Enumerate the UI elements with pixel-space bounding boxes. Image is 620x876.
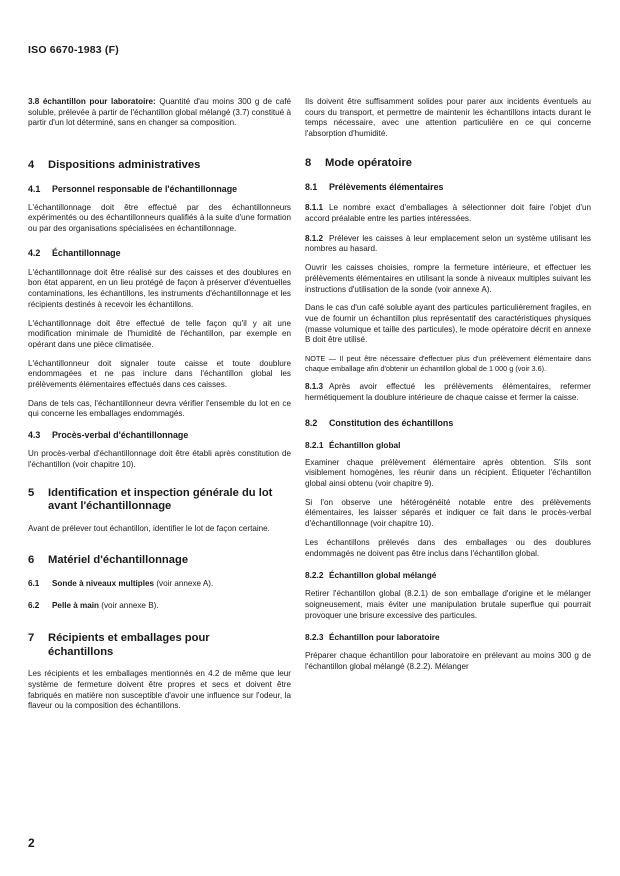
clause-number: 8.1.2	[305, 233, 324, 243]
clause-number: 8.1.1	[305, 203, 324, 213]
clause-term: Sonde à niveaux multiples	[52, 578, 155, 588]
paragraph: Examiner chaque prélèvement élémentaire après obtention. S'ils sont visiblement homogènes, les réunir dans un récipient. Étiqueter l'échantillon global ainsi obtenu (voir chapitre 9).	[305, 457, 591, 489]
clause-8-1-1	[305, 203, 591, 224]
section-number: 8	[305, 156, 312, 169]
paragraph: Ils doivent être suffisamment solides pour parer aux incidents éventuels au cours du transport, et permettre de maintenir les échantillons intacts durant le temps nécessaire, avec une attention particulière en ce qui concerne l'absorption d'humidité.	[305, 97, 591, 139]
paragraph: Avant de prélever tout échantillon, identifier le lot de façon certaine.	[28, 523, 270, 533]
document-id-header: ISO 6670-1983 (F)	[28, 44, 119, 56]
clause-text: Quantité d'au moins 300 g de café soluble, prélevée à partir de l'échantillon global mélangé (3.7) constitué à partir d'un lot déterminé, sans en changer sa composition.	[28, 97, 291, 128]
right-column	[305, 97, 591, 673]
section-title: Procès-verbal d'échantillonnage	[52, 430, 189, 441]
section-8-2-1-heading	[305, 440, 591, 451]
paragraph: Retirer l'échantillon global (8.2.1) de son emballage d'origine et le mélanger soigneusement, mais éviter une manipulation brutale superflue qui pourrait provoquer une brisure excessive des particules.	[305, 589, 591, 620]
section-4-heading	[28, 159, 291, 173]
section-title: Prélèvements élémentaires	[329, 182, 444, 193]
left-column	[28, 97, 291, 712]
section-number: 5	[28, 486, 35, 499]
section-number: 8.2	[305, 417, 318, 428]
section-title: Échantillon pour laboratoire	[329, 632, 440, 643]
paragraph: L'échantillonneur doit signaler toute caisse et toute doublure endommagées et ne pas inclure dans l'échantillon global les prélèvements élémentaires effectués dans ces caisses.	[28, 358, 291, 390]
section-6-heading	[28, 554, 291, 568]
clause-text: Le nombre exact d'emballages à sélectionner doit faire l'objet d'un accord préalable entre les parties intéressées.	[305, 203, 591, 224]
clause-number: 3.8	[28, 97, 40, 106]
clause-text: (voir annexe A).	[156, 578, 214, 588]
section-number: 4.1	[28, 183, 41, 194]
paragraph: Dans de tels cas, l'échantillonneur devra vérifier l'ensemble du lot en ce qui concerne les emballages endommagés.	[28, 398, 291, 419]
section-title: Matériel d'échantillonnage	[48, 554, 189, 567]
clause-6-2	[28, 601, 291, 612]
paragraph: Les échantillons prélevés dans des emballages ou des doublures endommagés ne doivent pas être inclus dans l'échantillon global.	[305, 537, 591, 558]
section-title: Échantillon global	[329, 439, 401, 450]
section-title: Échantillonnage	[52, 247, 121, 258]
clause-text: Prélever les caisses à leur emplacement selon un système utilisant les nombres au hasard.	[305, 233, 591, 254]
clause-number: 6.2	[28, 601, 40, 611]
section-number: 7	[28, 632, 35, 645]
clause-term: échantillon pour laboratoire:	[42, 97, 156, 106]
section-number: 4.2	[28, 247, 41, 258]
clause-number: 8.1.3	[305, 382, 324, 392]
note: NOTE — Il peut être nécessaire d'effectuer plus d'un prélèvement élémentaire dans chaque emballage afin d'obtenir un échantillon global de 1 000 g (voir 3.6).	[305, 354, 591, 373]
section-title: Mode opératoire	[325, 156, 413, 169]
page-number: 2	[28, 836, 35, 850]
paragraph: Un procès-verbal d'échantillonnage doit être établi après constitution de l'échantillon (voir chapitre 10).	[28, 449, 291, 469]
clause-number: 6.1	[28, 578, 40, 588]
section-8-heading	[305, 157, 591, 171]
paragraph: Si l'on observe une hétérogénéité notable entre des prélèvements élémentaires, les laisser séparés et indiquer ce fait dans le procès-verbal d'échantillonnage (voir chapitre 10).	[305, 497, 591, 529]
section-8-2-heading	[305, 418, 591, 429]
clause-text: Après avoir effectué les prélèvements élémentaires, refermer hermétiquement la doublure intérieure de chaque caisse et fermer la caisse.	[305, 382, 591, 402]
section-title: Personnel responsable de l'échantillonnage	[52, 183, 238, 194]
section-4-1-heading	[28, 184, 291, 195]
section-title: Constitution des échantillons	[329, 417, 454, 428]
section-number: 4	[28, 159, 35, 172]
section-number: 4.3	[28, 430, 41, 441]
clause-text: (voir annexe B).	[101, 601, 159, 611]
section-number: 8.2.3	[305, 632, 324, 643]
section-title-line2: échantillons	[48, 645, 114, 658]
clause-6-1	[28, 579, 291, 590]
paragraph: L'échantillonnage doit être réalisé sur des caisses et des doublures en bon état apparent, en un lieu protégé de façon à préserver d'éventuelles contaminations, les échantillons, les instruments d'échantillonnage et les récipients destinés à recevoir les échantillons.	[28, 267, 291, 309]
section-title-line2: avant l'échantillonnage	[48, 500, 172, 513]
section-8-2-3-heading	[305, 632, 591, 643]
section-title-line1: Identification et inspection générale du lot	[48, 486, 273, 499]
paragraph: Dans le cas d'un café soluble ayant des particules particulièrement fragiles, en vue de fournir un échantillon plus représentatif des caractéristiques physiques (masse volumique et taille des particules), le mode opératoire décrit en annexe B doit être utilisé.	[305, 303, 591, 345]
section-title: Dispositions administratives	[48, 159, 201, 172]
paragraph: L'échantillonnage doit être effectué de telle façon qu'il y ait une modification minimale de l'humidité de l'échantillon, par exemple en opérant dans une pièce climatisée.	[28, 318, 291, 349]
section-number: 6	[28, 554, 35, 567]
clause-8-1-3	[305, 382, 591, 403]
section-4-2-heading	[28, 248, 291, 259]
section-number: 8.1	[305, 182, 318, 193]
section-8-1-heading	[305, 182, 591, 193]
paragraph: Ouvrir les caisses choisies, rompre la fermeture intérieure, et effectuer les prélèvements élémentaires en utilisant la sonde à niveaux multiples suivant les instructions d'utilisation de la sonde (voir annexe A).	[305, 263, 591, 294]
section-8-2-2-heading	[305, 570, 591, 581]
clause-3-8	[28, 97, 291, 129]
section-number: 8.2.1	[305, 439, 324, 450]
clause-term: Pelle à main	[52, 601, 99, 611]
paragraph: Préparer chaque échantillon pour laboratoire en prélevant au moins 300 g de l'échantillon global mélangé (8.2.2). Mélanger	[305, 651, 591, 672]
section-number: 8.2.2	[305, 570, 324, 581]
section-7-heading	[28, 632, 291, 659]
section-title-line1: Récipients et emballages pour	[48, 632, 210, 645]
section-title: Échantillon global mélangé	[329, 570, 437, 581]
clause-8-1-2	[305, 234, 591, 255]
paragraph: L'échantillonnage doit être effectué par des échantillonneurs expérimentés ou des échantillonneurs qualifiés à la suite d'une formation ou par des organisations spécialisées en échantillonnage.	[28, 202, 291, 234]
section-5-heading	[28, 487, 291, 514]
section-4-3-heading	[28, 430, 291, 441]
paragraph: Les récipients et les emballages mentionnés en 4.2 de même que leur système de fermeture doivent être propres et secs et doivent être fabriqués en matière non susceptible d'avoir une influence sur l'odeur, la flaveur ou la composition des échantillons.	[28, 669, 291, 711]
